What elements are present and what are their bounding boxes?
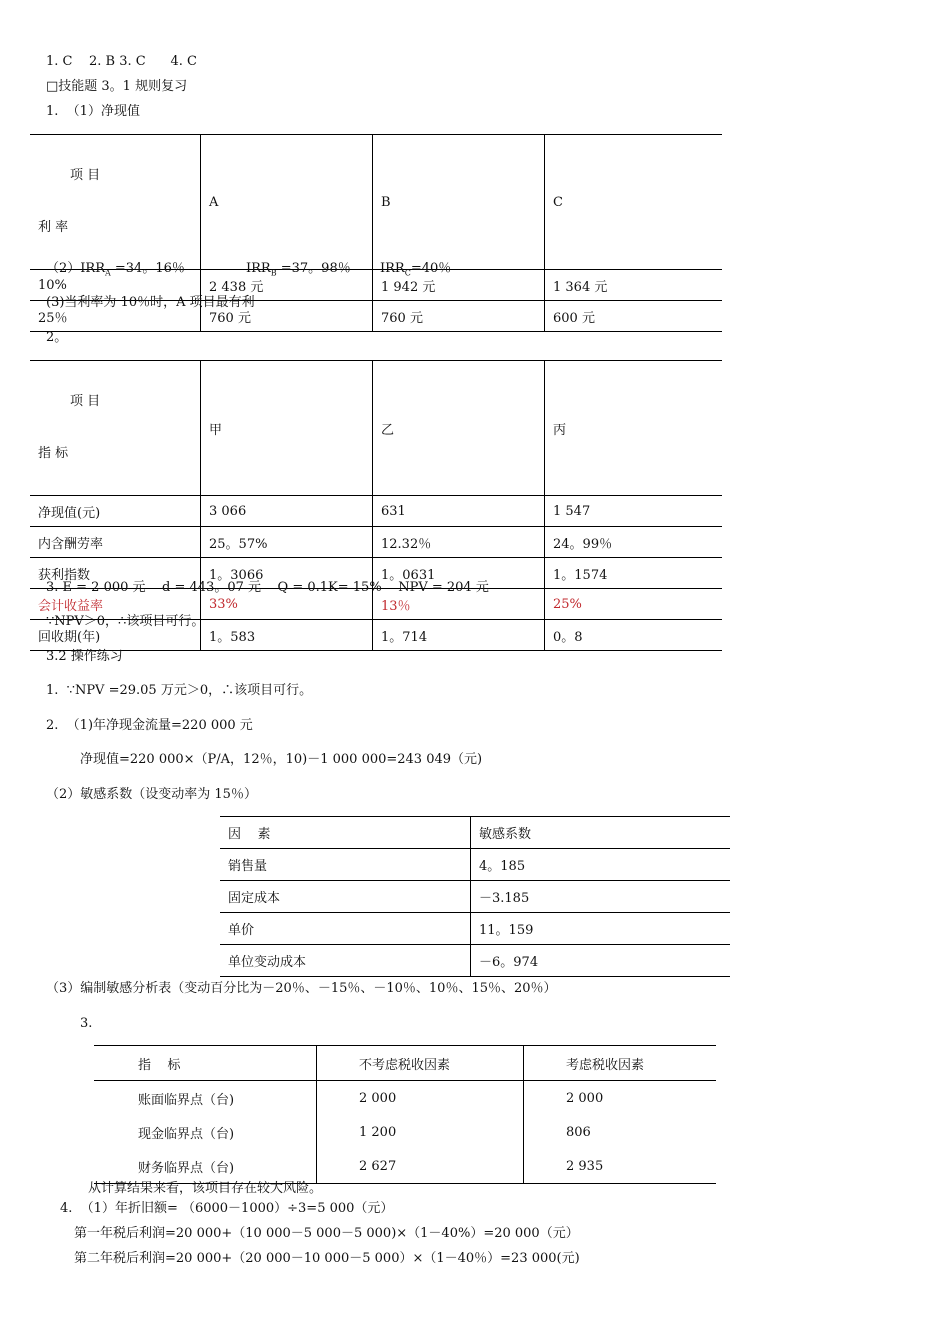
npv-col-c: C <box>545 135 723 270</box>
table-header-row: 指 标 不考虑税收因素 考虑税收因素 <box>94 1046 716 1081</box>
npv-table-corner: 项 目 利 率 <box>30 135 201 270</box>
npv-col-b: B <box>373 135 545 270</box>
sensitivity-table <box>220 816 730 977</box>
irr-b: $IRR_B =37$。98％ <box>246 261 351 278</box>
table-row: 获利指数 1。3066 1。0631 1。1574 <box>30 558 722 589</box>
indicator-col-bing: 丙 <box>545 361 723 496</box>
op4-line1: 4. （1）年折旧额= （6000－1000）÷3=5 000（元） <box>60 1201 394 1216</box>
op2-npv: 净现值=220 000×（P/A，12％，10)－1 000 000=243 049（元) <box>80 752 483 767</box>
indicator-col-jia: 甲 <box>201 361 373 496</box>
table-row: 销售量 4。185 <box>220 849 730 881</box>
table-row: 现金临界点（台) 1 200 806 <box>94 1115 716 1149</box>
indicator-table <box>30 360 722 651</box>
indicator-table-corner: 项 目 指 标 <box>30 361 201 496</box>
breakeven-table <box>94 1045 716 1184</box>
irr-line: $(2)IRR_A =34$。16％ <box>46 261 185 278</box>
table-row: 回收期(年) 1。583 1。714 0。8 <box>30 620 722 651</box>
indicator-col-yi: 乙 <box>373 361 545 496</box>
table-row: 25％ 760 元 760 元 600 元 <box>30 301 722 332</box>
table-row-highlighted: 会计收益率 33% 13％ 25% <box>30 589 722 620</box>
table-row: 净现值(元) 3 066 631 1 547 <box>30 496 722 527</box>
skill-title: □技能题 3。1 规则复习 <box>46 79 188 94</box>
table-row: 内含酬劳率 25。57% 12.32％ 24。99％ <box>30 527 722 558</box>
op2-part2: （2）敏感系数（设变动率为 15％） <box>46 787 257 802</box>
q2-title: 2。 <box>46 330 68 345</box>
npv-col-a: A <box>201 135 373 270</box>
op3-conclusion: 从计算结果来看，该项目存在较大风险。 <box>88 1181 323 1196</box>
section-32-title: 3.2 操作练习 <box>46 649 123 664</box>
table-row: 单价 11。159 <box>220 913 730 945</box>
table-row: 固定成本 －3.185 <box>220 881 730 913</box>
op1-line: 1. ∵NPV =29.05 万元＞0，∴该项目可行。 <box>46 683 313 698</box>
op2-line: 2. （1)年净现金流量=220 000 元 <box>46 718 253 733</box>
table-row: 财务临界点（台) 2 627 2 935 <box>94 1149 716 1184</box>
q1-part3: (3)当利率为 10％时，A 项目最有利 <box>46 295 255 310</box>
op4-line2: 第一年税后利润=20 000+（10 000－5 000－5 000)×（1－40%）=20 000（元） <box>74 1226 579 1241</box>
op4-line3: 第二年税后利润=20 000+（20 000－10 000－5 000）×（1－40％）=23 000(元) <box>74 1251 580 1266</box>
answers-line: 1. C 2. B 3. C 4. C <box>46 54 197 69</box>
table-header-row: 因 素 敏感系数 <box>220 817 730 849</box>
q3-conclusion: ∵NPV＞0，∴该项目可行。 <box>46 614 205 629</box>
table-row: 单位变动成本 －6。974 <box>220 945 730 977</box>
op3-title: 3. <box>80 1016 93 1031</box>
irr-c: $IRR_C=40$％ <box>380 261 452 278</box>
op2-part3: （3）编制敏感分析表（变动百分比为－20％、－15％、－10％、10％、15％、20％） <box>46 981 557 996</box>
q3-text: 3. E = 2 000 元 d = 443。07 元 Q = 0.1K= 15% NPV = 204 元 <box>46 580 489 595</box>
table-row: 10% 2 438 元 1 942 元 1 364 元 <box>30 270 722 301</box>
q1-title: 1. （1）净现值 <box>46 104 140 119</box>
table-row: 账面临界点（台) 2 000 2 000 <box>94 1081 716 1116</box>
